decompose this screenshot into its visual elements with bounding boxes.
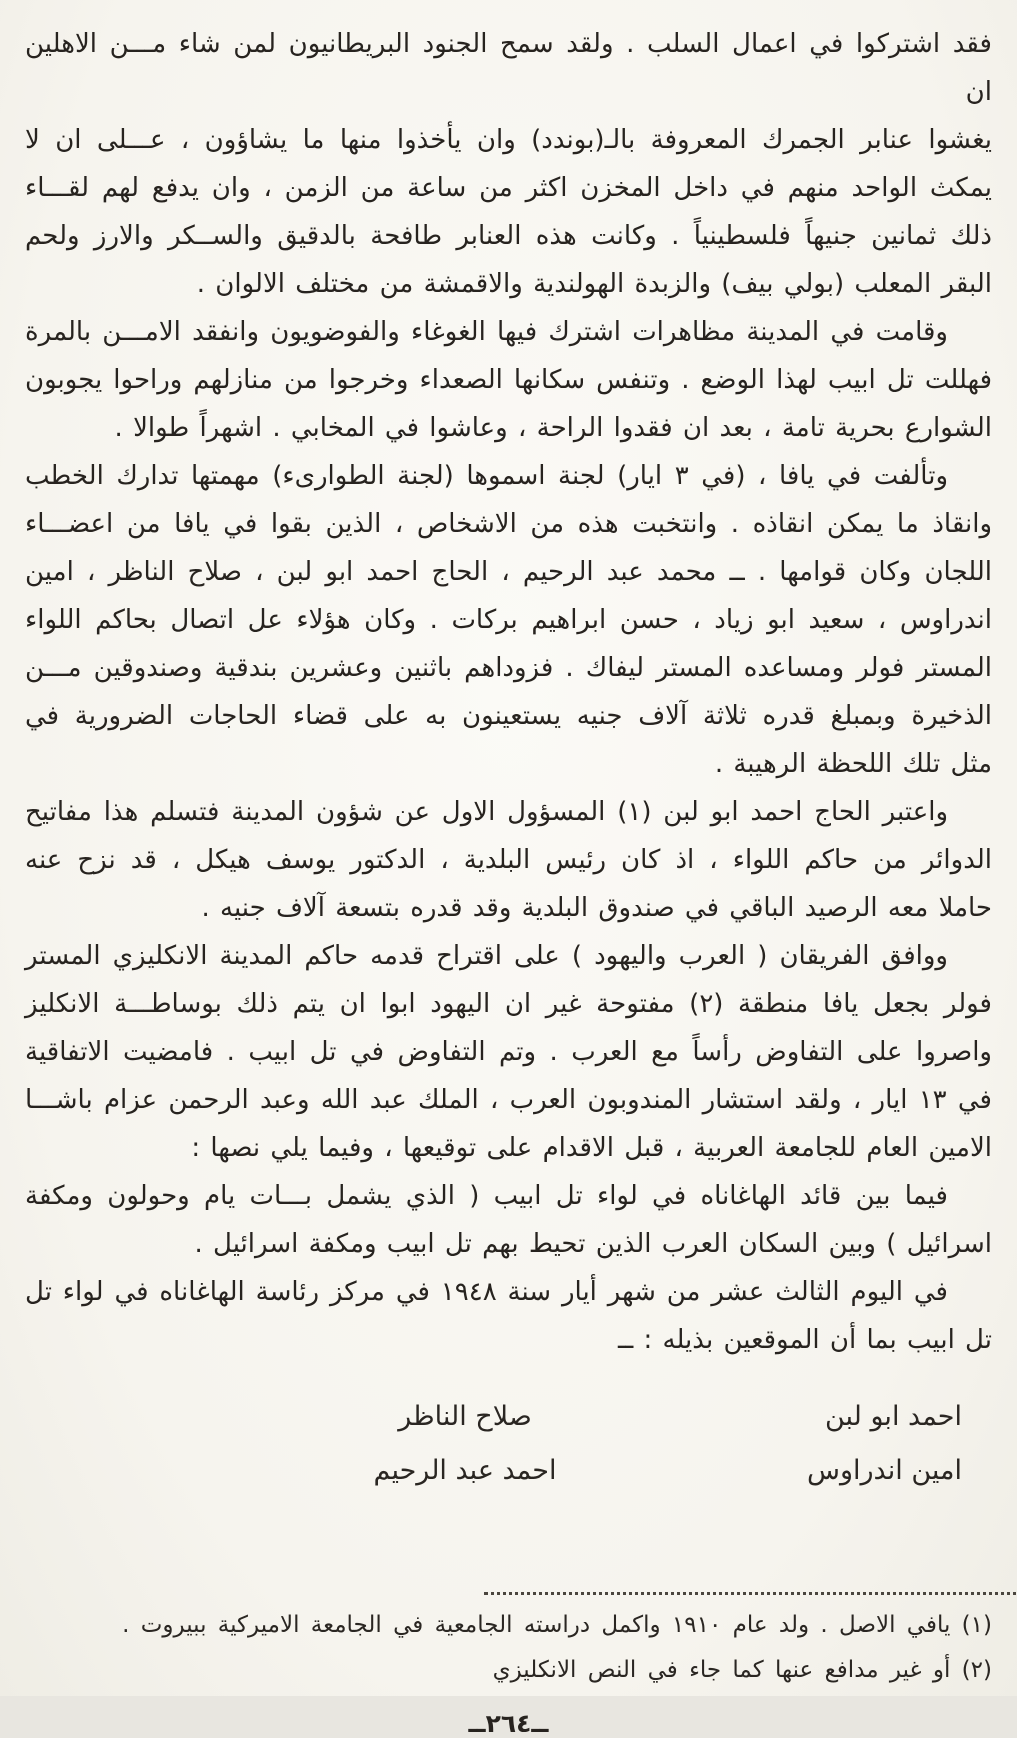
text-line: مثل تلك اللحظة الرهيبة .	[714, 749, 992, 779]
text-line: وانقاذ ما يمكن انقاذه . وانتخبت هذه من الاشخاص ، الذين بقوا في يافا من اعضـــاء	[25, 509, 992, 539]
text-line: تل ابيب بما أن الموقعين بذيله : ــ	[617, 1325, 992, 1355]
text-line: يمكث الواحد منهم في داخل المخزن اكثر من ساعة من الزمن ، وان يدفع لهم لقـــاء	[25, 173, 992, 203]
text-line: واصروا على التفاوض رأساً مع العرب . وتم التفاوض في تل ابيب . فامضيت الاتفاقية	[25, 1037, 992, 1067]
text-line: فولر بجعل يافا منطقة (٢) مفتوحة غير ان اليهود ابوا ان يتم ذلك بوساطـــة الانكليز	[25, 989, 992, 1019]
text-line: يغشوا عنابر الجمرك المعروفة بالـ(بوندد) وان يأخذوا منها ما يشاؤون ، عـــلى ان لا	[25, 125, 992, 155]
signature-name: صلاح الناظر	[398, 1401, 532, 1432]
signature-name: احمد عبد الرحيم	[373, 1455, 557, 1486]
signature-block	[0, 1390, 1017, 1502]
signature-name: احمد ابو لبن	[824, 1401, 962, 1432]
page-number: ــ٢٦٤ــ	[468, 1709, 549, 1738]
text-line: وتألفت في يافا ، (في ٣ ايار) لجنة اسموها (لجنة الطوارىء) مهمتها تدارك الخطب	[25, 461, 949, 491]
signature-column-right	[807, 1390, 962, 1498]
signature-name: امين اندراوس	[807, 1455, 962, 1486]
text-line: الامين العام للجامعة العربية ، قبل الاقدام على توقيعها ، وفيما يلي نصها :	[191, 1133, 992, 1163]
text-line: الشوارع بحرية تامة ، بعد ان فقدوا الراحة ، وعاشوا في المخابي . اشهراً طوالا .	[114, 413, 992, 443]
text-line: ذلك ثمانين جنيهاً فلسطينياً . وكانت هذه العنابر طافحة بالدقيق والســكر والارز ولحم	[25, 221, 992, 251]
text-line: اللجان وكان قوامها . ــ محمد عبد الرحيم ، الحاج احمد ابو لبن ، صلاح الناظر ، امين	[25, 557, 992, 587]
text-line: ووافق الفريقان ( العرب واليهود ) على اقتراح قدمه حاكم المدينة الانكليزي المستر	[25, 941, 948, 971]
text-line: في اليوم الثالث عشر من شهر أيار سنة ١٩٤٨ في مركز رئاسة الهاغاناه في لواء تل	[25, 1277, 948, 1307]
footnotes	[0, 1603, 1017, 1693]
footnote-item: (٢) أو غير مدافع عنها كما جاء في النص الانكليزي	[492, 1657, 992, 1683]
text-line: فهللت تل ابيب لهذا الوضع . وتنفس سكانها الصعداء وخرجوا من منازلهم وراحوا يجوبون	[25, 365, 992, 395]
text-line: واعتبر الحاج احمد ابو لبن (١) المسؤول الاول عن شؤون المدينة فتسلم هذا مفاتيح	[25, 797, 948, 827]
text-line: حاملا معه الرصيد الباقي في صندوق البلدية وقد قدره بتسعة آلاف جنيه .	[201, 893, 992, 923]
text-line: فيما بين قائد الهاغاناه في لواء تل ابيب ( الذي يشمل بـــات يام وحولون ومكفة	[25, 1181, 948, 1211]
text-line: اسرائيل ) وبين السكان العرب الذين تحيط بهم تل ابيب ومكفة اسرائيل .	[194, 1229, 992, 1259]
text-line: الذخيرة وبمبلغ قدره ثلاثة آلاف جنيه يستعينون به على قضاء الحاجات الضرورية في	[25, 701, 992, 731]
text-line: المستر فولر ومساعده المستر ليفاك . فزوداهم باثنين وعشرين بندقية وصندوقين مـــن	[25, 653, 992, 683]
text-line: الدوائر من حاكم اللواء ، اذ كان رئيس البلدية ، الدكتور يوسف هيكل ، قد نزح عنه	[25, 845, 992, 875]
footnote-separator-rule	[484, 1592, 1017, 1595]
text-line: اندراوس ، سعيد ابو زياد ، حسن ابراهيم بركات . وكان هؤلاء عل اتصال بحاكم اللواء	[25, 605, 992, 635]
signature-column-left	[355, 1390, 575, 1498]
text-line: البقر المعلب (بولي بيف) والزبدة الهولندية والاقمشة من مختلف الالوان .	[196, 269, 992, 299]
text-line: فقد اشتركوا في اعمال السلب . ولقد سمح الجنود البريطانيون لمن شاء مـــن الاهلين ان	[25, 29, 992, 107]
text-line: في ١٣ ايار ، ولقد استشار المندوبون العرب ، الملك عبد الله وعبد الرحمن عزام باشـــا	[25, 1085, 992, 1115]
text-line: وقامت في المدينة مظاهرات اشترك فيها الغوغاء والفوضويون وانفقد الامـــن بالمرة	[25, 317, 948, 347]
footnote-item: (١) يافي الاصل . ولد عام ١٩١٠ واكمل دراسته الجامعية في الجامعة الاميركية ببيروت .	[122, 1612, 992, 1638]
